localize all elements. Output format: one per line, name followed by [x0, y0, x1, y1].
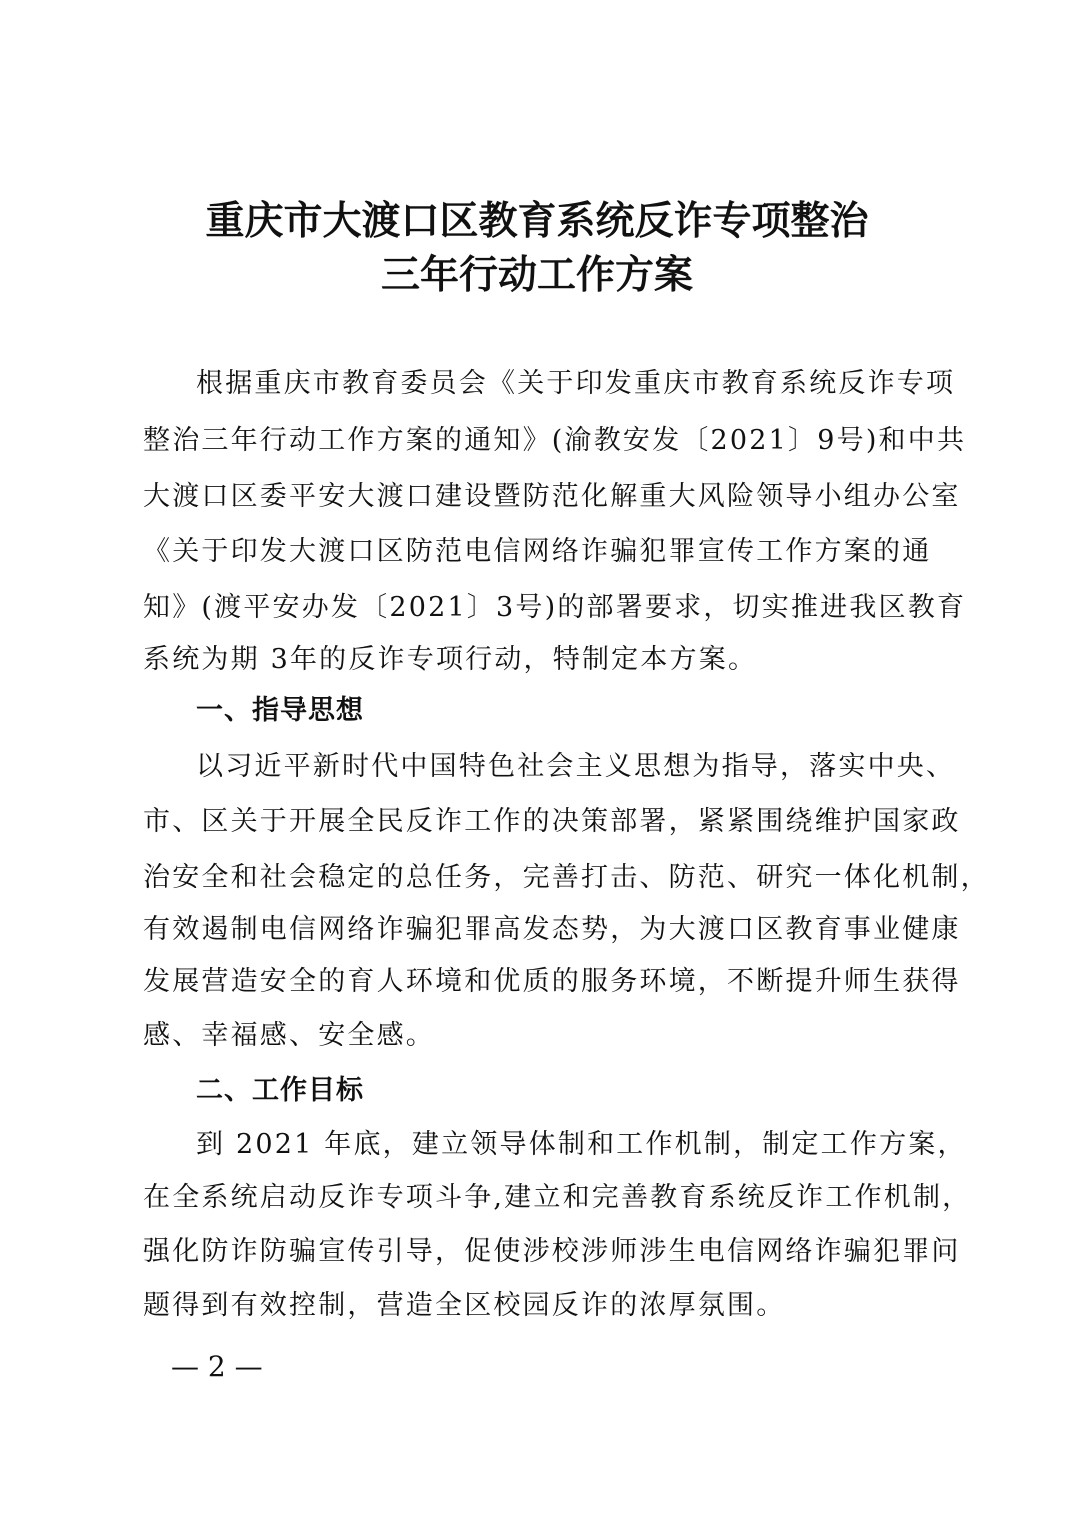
section-1-line-4: 有效遏制电信网络诈骗犯罪高发态势，为大渡口区教育事业健康 [143, 914, 961, 945]
intro-line-4: 《关于印发大渡口区防范电信网络诈骗犯罪宣传工作方案的通 [143, 536, 932, 567]
intro-line-1: 根据重庆市教育委员会《关于印发重庆市教育系统反诈专项 [196, 368, 956, 399]
intro-line-6: 系统为期 3年的反诈专项行动，特制定本方案。 [143, 644, 758, 675]
section-2-heading: 二、工作目标 [196, 1075, 364, 1106]
section-1-line-5: 发展营造安全的育人环境和优质的服务环境，不断提升师生获得 [143, 966, 961, 997]
document-title-line-2: 三年行动工作方案 [380, 252, 693, 298]
section-1-line-1: 以习近平新时代中国特色社会主义思想为指导，落实中央、 [196, 751, 956, 782]
section-2-line-4: 题得到有效控制，营造全区校园反诈的浓厚氛围。 [143, 1290, 786, 1321]
intro-line-2: 整治三年行动工作方案的通知》(渝教安发〔2021〕9号)和中共 [143, 425, 967, 456]
section-1-heading: 一、指导思想 [196, 695, 364, 726]
page-number: — 2 — [171, 1350, 263, 1383]
document-title-line-1: 重庆市大渡口区教育系统反诈专项整治 [205, 198, 869, 244]
section-1-line-3: 治安全和社会稳定的总任务，完善打击、防范、研究一体化机制， [143, 862, 990, 893]
intro-line-5: 知》(渡平安办发〔2021〕3号)的部署要求，切实推进我区教育 [143, 592, 967, 623]
section-2-line-2: 在全系统启动反诈专项斗争,建立和完善教育系统反诈工作机制， [143, 1182, 972, 1213]
section-2-line-1: 到 2021 年底，建立领导体制和工作机制，制定工作方案， [196, 1129, 967, 1160]
section-1-line-6: 感、幸福感、安全感。 [143, 1020, 435, 1051]
section-2-line-3: 强化防诈防骗宣传引导，促使涉校涉师涉生电信网络诈骗犯罪问 [143, 1236, 961, 1267]
intro-line-3: 大渡口区委平安大渡口建设暨防范化解重大风险领导小组办公室 [143, 481, 961, 512]
section-1-line-2: 市、区关于开展全民反诈工作的决策部署，紧紧围绕维护国家政 [143, 806, 961, 837]
